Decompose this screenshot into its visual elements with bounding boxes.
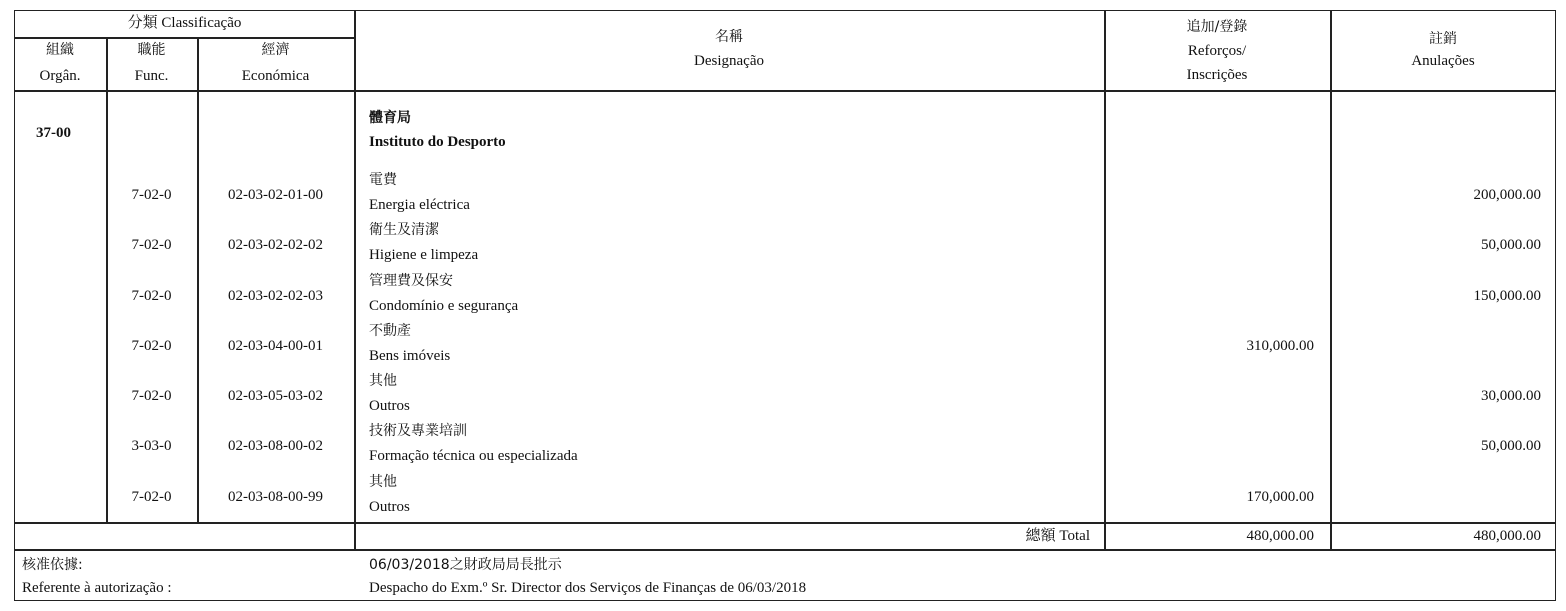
row-reinforcement: 170,000.00: [1246, 489, 1314, 505]
row-econ: 02-03-04-00-01: [228, 338, 323, 354]
table-frame: [14, 10, 1556, 601]
header-designation-pt: Designação: [694, 53, 764, 69]
entity-code: 37-00: [36, 125, 71, 141]
row-name-pt: Energia eléctrica: [369, 197, 470, 213]
header-annulment-pt: Anulações: [1411, 53, 1475, 69]
row-func: 7-02-0: [131, 237, 172, 253]
row-econ: 02-03-05-03-02: [228, 388, 323, 404]
total-bottom-line: [14, 549, 1556, 551]
row-annulment: 50,000.00: [1481, 237, 1541, 253]
header-classification: 分類 Classificação: [127, 15, 242, 31]
row-name-pt: Formação técnica ou especializada: [369, 448, 578, 464]
row-func: 7-02-0: [131, 388, 172, 404]
classification-underline: [14, 37, 355, 39]
row-name-zh: 衛生及清潔: [369, 222, 439, 238]
row-name-pt: Higiene e limpeza: [369, 247, 479, 263]
header-func-zh: 職能: [137, 42, 166, 58]
row-func: 7-02-0: [131, 338, 172, 354]
row-name-pt: Condomínio e segurança: [369, 298, 519, 314]
authorization-text-zh: 06/03/2018之財政局局長批示: [369, 557, 562, 573]
row-annulment: 200,000.00: [1473, 187, 1541, 203]
header-annulment-zh: 註銷: [1429, 31, 1457, 47]
row-name-zh: 其他: [369, 373, 397, 389]
row-func: 7-02-0: [131, 187, 172, 203]
header-organ-pt: Orgân.: [39, 68, 81, 84]
header-reinforcement-pt1: Reforços/: [1187, 43, 1247, 59]
row-econ: 02-03-08-00-99: [228, 489, 323, 505]
row-name-pt: Outros: [369, 499, 410, 515]
row-name-pt: Outros: [369, 398, 410, 414]
total-reinforcement: 480,000.00: [1246, 528, 1314, 544]
header-bottom-line: [14, 90, 1556, 92]
row-annulment: 30,000.00: [1481, 388, 1541, 404]
body-bottom-line: [14, 522, 1556, 524]
header-reinforcement-zh: 追加/登錄: [1186, 19, 1248, 35]
authorization-label-zh: 核准依據:: [22, 557, 83, 573]
row-annulment: 150,000.00: [1473, 288, 1541, 304]
header-econ-zh: 經濟: [261, 42, 290, 58]
total-annulment: 480,000.00: [1473, 528, 1541, 544]
row-name-zh: 管理費及保安: [369, 273, 453, 289]
row-econ: 02-03-02-02-02: [228, 237, 323, 253]
entity-name-zh: 體育局: [369, 110, 411, 126]
authorization-text-pt: Despacho do Exm.º Sr. Director dos Serviços de Finanças de 06/03/2018: [369, 580, 807, 596]
header-organ-zh: 組織: [46, 42, 74, 58]
row-annulment: 50,000.00: [1481, 438, 1541, 454]
row-name-zh: 不動產: [369, 323, 411, 339]
row-econ: 02-03-08-00-02: [228, 438, 323, 454]
row-reinforcement: 310,000.00: [1246, 338, 1314, 354]
header-reinforcement-pt2: Inscrições: [1186, 67, 1248, 83]
row-func: 7-02-0: [131, 489, 172, 505]
row-name-zh: 技術及專業培訓: [369, 423, 467, 439]
header-func-pt: Func.: [134, 68, 169, 84]
row-func: 7-02-0: [131, 288, 172, 304]
row-func: 3-03-0: [131, 438, 172, 454]
header-designation-zh: 名稱: [715, 29, 743, 45]
row-name-zh: 其他: [369, 474, 397, 490]
header-econ-pt: Económica: [241, 68, 310, 84]
total-label: 總額 Total: [1025, 528, 1090, 544]
row-name-pt: Bens imóveis: [369, 348, 451, 364]
authorization-label-pt: Referente à autorização :: [22, 580, 172, 596]
row-econ: 02-03-02-02-03: [228, 288, 323, 304]
row-econ: 02-03-02-01-00: [228, 187, 323, 203]
entity-name-pt: Instituto do Desporto: [369, 134, 506, 150]
row-name-zh: 電費: [369, 172, 397, 188]
